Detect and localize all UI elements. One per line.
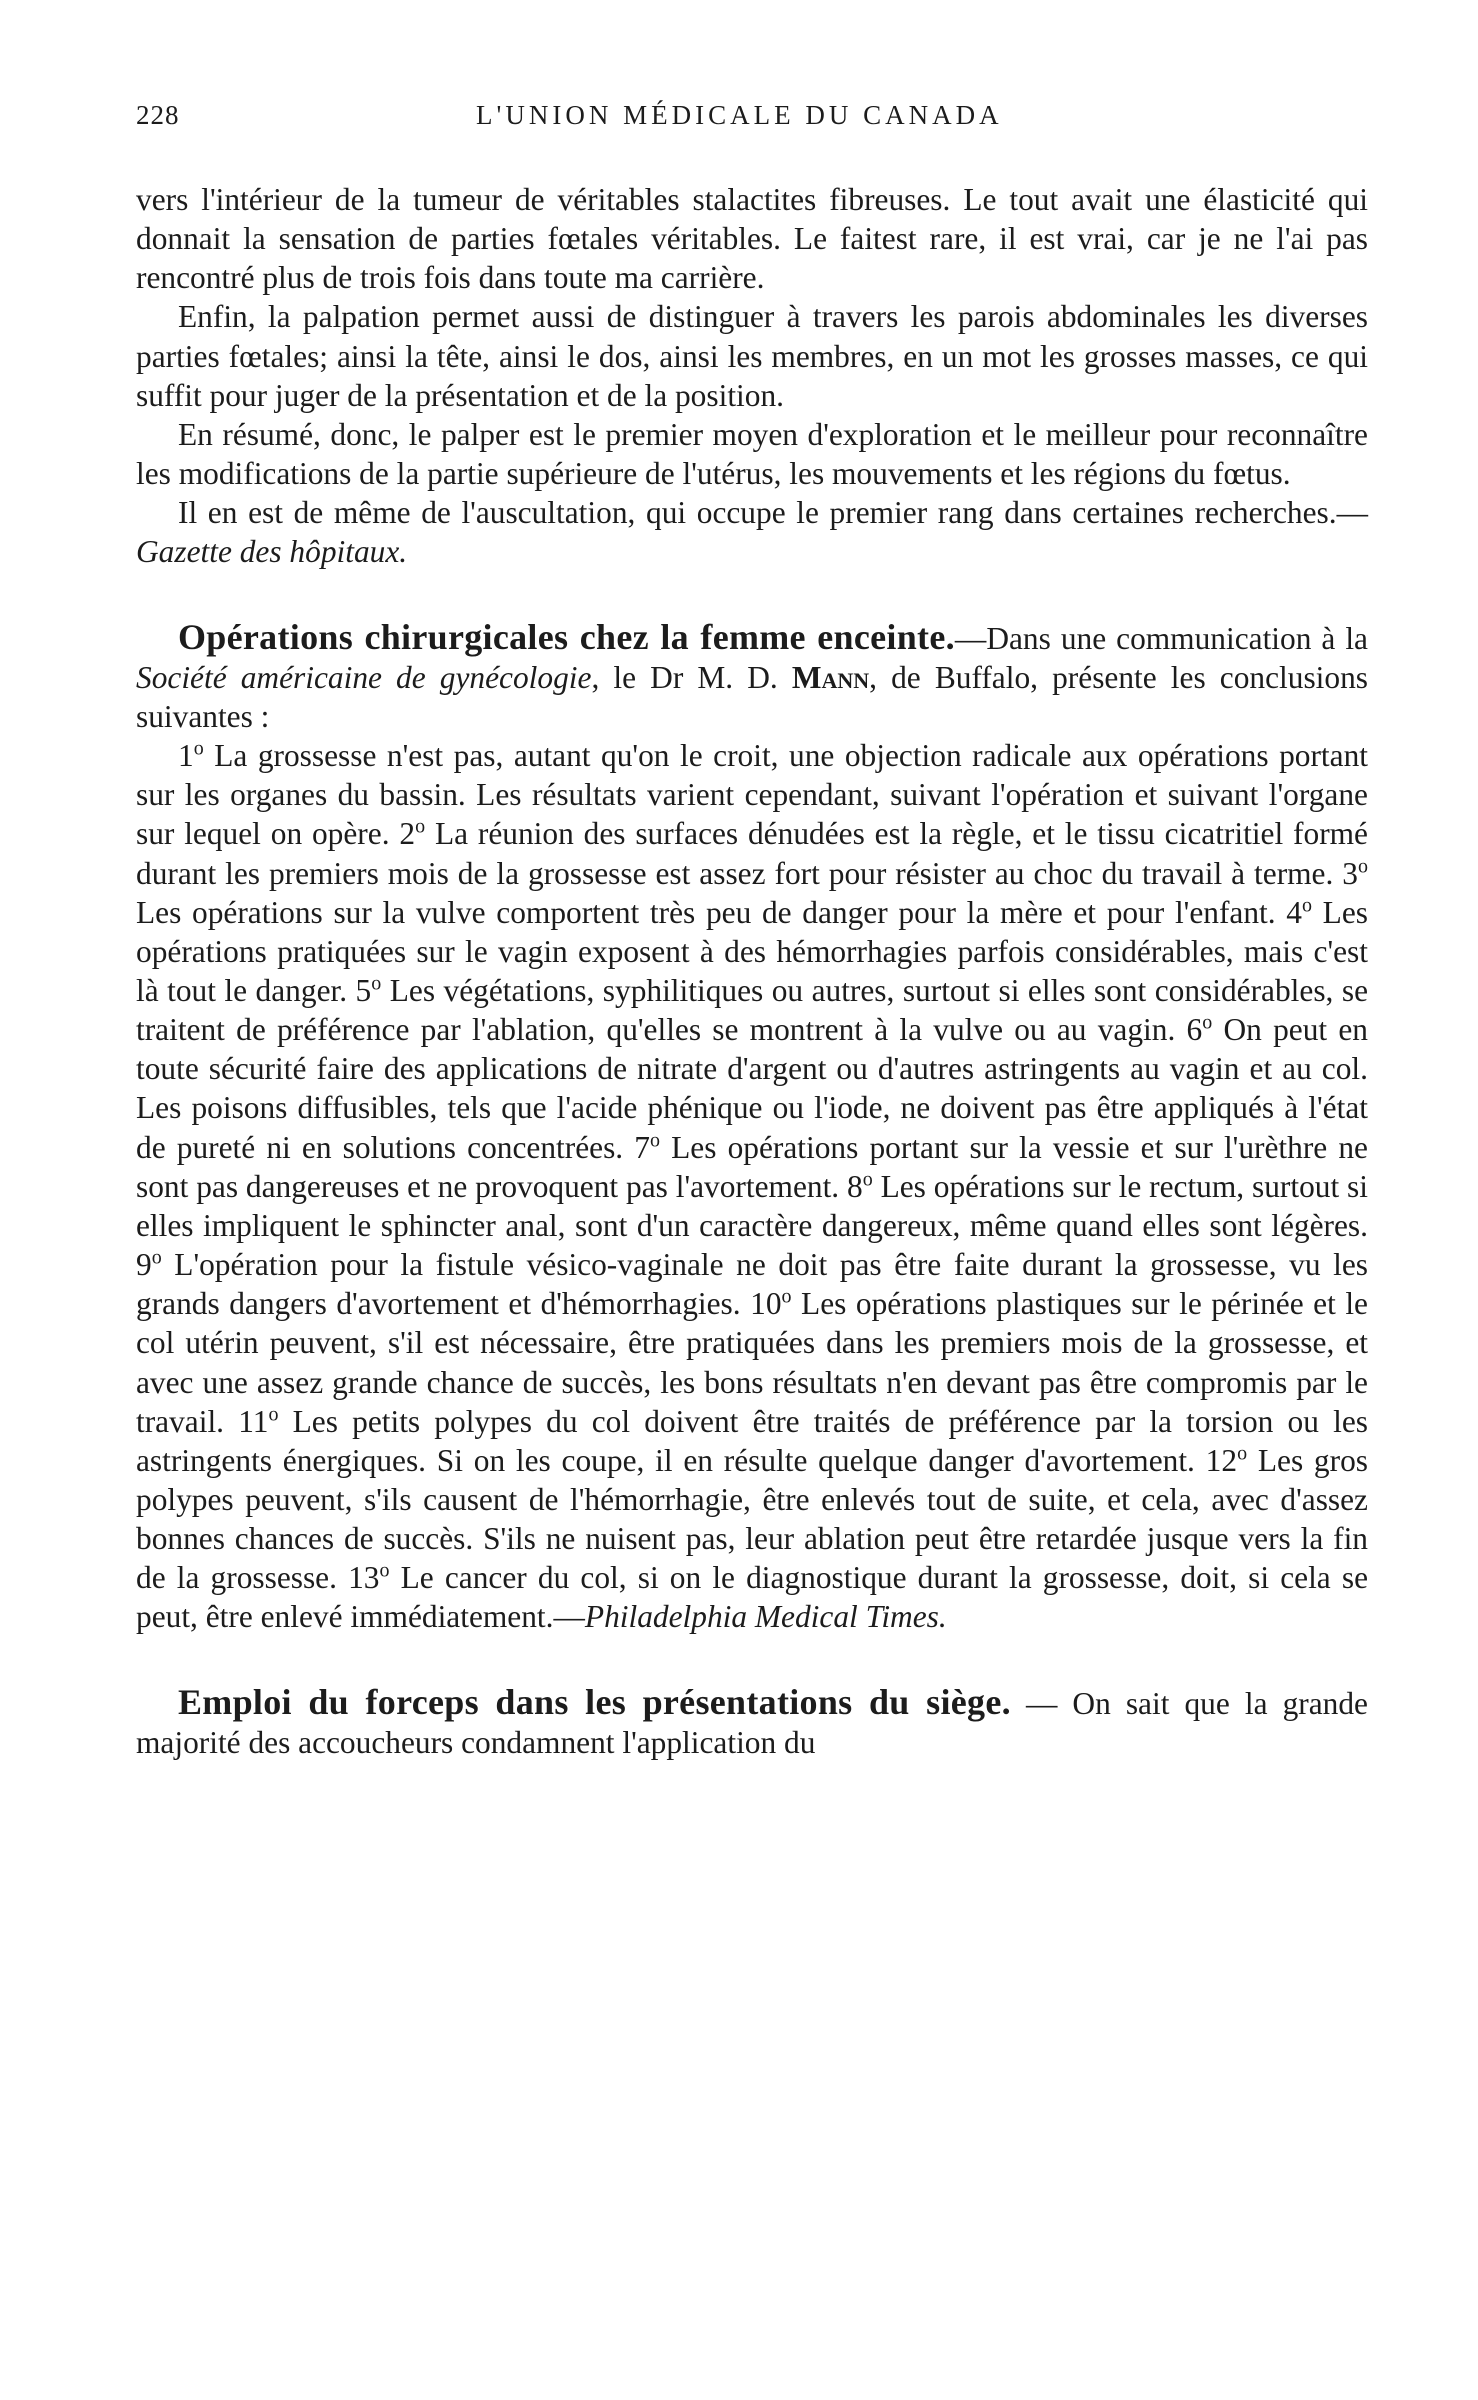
ordinal-marker: o bbox=[268, 1403, 279, 1426]
page-number: 228 bbox=[136, 100, 180, 130]
intro-text: , le Dr M. D. bbox=[591, 659, 792, 695]
paragraph-text: vers l'intérieur de la tumeur de véritables stalactites fibreuses. Le tout avait une élasticité qui donnait la sensation de parties fœtales véritables. Le faitest rare, il est vrai, car je ne l'ai pas rencontré plus de trois fois dans toute ma carrière. bbox=[136, 182, 1368, 296]
paragraph-conclusions: 1$^o$ La grossesse n'est pas, autant qu'on le croit, une objection radicale aux opérations portant sur les organes du bassin. Les résultats varient cependant, suivant l'opération et suivant l'organe sur lequel on opère. 2$^o$ La réunion des surfaces dénudées est la règle, et le tissu cicatritiel formé durant les premiers mois de la grossesse est assez fort pour résister au choc du travail à terme. 3$^o$ Les opérations sur la vulve comportent très peu de danger pour la mère et pour l'enfant. 4$^o$ Les opérations pratiquées sur le vagin exposent à des hémorrhagies parfois considérables, mais c'est là tout le danger. 5$^o$ Les végétations, syphilitiques ou autres, surtout si elles sont considérables, se traitent de préférence par l'ablation, qu'elles se montrent à la vulve ou au vagin. 6$^o$ On peut en toute sécurité faire des applications de nitrate d'argent ou d'autres astringents au vagin et au col. Les poisons diffusibles, tels que l'acide phénique ou l'iode, ne doivent pas être appliqués à l'état de pureté ni en solutions concentrées. 7$^o$ Les opérations portant sur la vessie et sur l'urèthre ne sont pas dangereuses et ne provoquent pas l'avortement. 8$^o$ Les opérations sur le rectum, surtout si elles impliquent le sphincter anal, sont d'un caractère dangereux, même quand elles sont légères. 9$^o$ L'opération pour la fistule vésico-vaginale ne doit pas être faite durant la grossesse, vu les grands dangers d'avortement et d'hémorrhagies. 10$^o$ Les opérations plastiques sur le périnée et le col utérin peuvent, s'il est nécessaire, être pratiquées dans les premiers mois de la grossesse, et avec une assez grande chance de succès, les bons résultats n'en devant pas être compromis par le travail. 11$^o$ Les petits polypes du col doivent être traités de préférence par la torsion ou les astringents énergiques. Si on les coupe, il en résulte quelque danger d'avortement. 12$^o$ Les gros polypes peuvent, s'ils causent de l'hémorrhagie, être enlevés tout de suite, et cela, avec d'assez bonnes chances de succès. S'ils ne nuisent pas, leur ablation peut être retardée jusque vers la fin de la grossesse. 13$^o$ Le cancer du col, si on le diagnostique durant la grossesse, doit, si cela se peut, être enlevé immédiatement.—Philadelphia Medical Times. bbox=[136, 737, 1369, 1635]
section-heading: Emploi du forceps dans les présentations du siège. bbox=[178, 1681, 1011, 1722]
ordinal-marker: o bbox=[371, 972, 382, 995]
page-header bbox=[136, 100, 1358, 140]
paragraph-auscultation bbox=[136, 493, 1368, 571]
source-citation: Philadelphia Medical Times. bbox=[584, 1599, 947, 1635]
intro-text: —Dans une communication à la bbox=[954, 620, 1368, 656]
intro-text: , de Buffalo, présente les conclusions suivantes : bbox=[136, 659, 1368, 734]
ordinal-marker: o bbox=[1202, 1011, 1213, 1034]
ordinal-marker: o bbox=[151, 1246, 162, 1269]
conclusion-text: Les opérations pratiquées sur le vagin exposent à des hémorrhagies parfois considérables, mais c'est là tout le danger. 5 bbox=[136, 894, 1368, 1008]
running-title: L'UNION MÉDICALE DU CANADA bbox=[476, 100, 1003, 130]
section-heading: Opérations chirurgicales chez la femme enceinte. bbox=[178, 616, 955, 657]
conclusion-text: Les opérations sur le rectum, surtout si elles impliquent le sphincter anal, sont d'un caractère dangereux, même quand elles sont légères. 9 bbox=[136, 1168, 1368, 1283]
society-name: Société américaine de gynécologie bbox=[136, 659, 592, 695]
author-name: Mann bbox=[791, 659, 870, 695]
article-body bbox=[136, 180, 1368, 1762]
ordinal-marker: o bbox=[193, 737, 204, 760]
conclusion-text: La grossesse n'est pas, autant qu'on le croit, une objection radicale aux opérations portant sur les organes du bassin. Les résultats varient cependant, suivant l'opération et suivant l'organe sur lequel on opère. 2 bbox=[136, 738, 1368, 852]
conclusion-text: Les opérations plastiques sur le périnée et le col utérin peuvent, s'il est nécessaire, être pratiquées dans les premiers mois de la grossesse, et avec une assez grande chance de succès, les bons résultats n'en devant pas être compromis par le travail. 11 bbox=[136, 1286, 1368, 1439]
ordinal-marker: o bbox=[1358, 855, 1368, 878]
conclusion-text: Le cancer du col, si on le diagnostique durant la grossesse, doit, si cela se peut, être enlevé immédiatement.— bbox=[136, 1560, 1369, 1635]
conclusion-text: L'opération pour la fistule vésico-vaginale ne doit pas être faite durant la grossesse, vu les grands dangers d'avortement et d'hémorrhagies. 10 bbox=[136, 1247, 1368, 1322]
section-surgical-operations bbox=[136, 618, 1368, 736]
ordinal-marker: o bbox=[862, 1168, 873, 1191]
conclusion-text: Les végétations, syphilitiques ou autres, surtout si elles sont considérables, se traitent de préférence par l'ablation, qu'elles se montrent à la vulve ou au vagin. 6 bbox=[136, 972, 1369, 1048]
source-citation: Gazette des hôpitaux. bbox=[136, 534, 408, 570]
ordinal-marker: o bbox=[379, 1559, 390, 1582]
paragraph-summary bbox=[136, 415, 1368, 493]
paragraph-palpation bbox=[136, 297, 1368, 414]
conclusion-text: La réunion des surfaces dénudées est la règle, et le tissu cicatritiel formé durant les premiers mois de la grossesse est assez fort pour résister au choc du travail à terme. 3 bbox=[136, 816, 1368, 891]
ordinal-marker: o bbox=[1301, 894, 1312, 917]
ordinal-marker: o bbox=[1237, 1442, 1248, 1465]
intro-text: — On sait que la grande majorité des accoucheurs condamnent l'application du bbox=[136, 1685, 1368, 1760]
paragraph-text: Il en est de même de l'auscultation, qui occupe le premier rang dans certaines recherches.— bbox=[178, 495, 1368, 531]
ordinal-marker: o bbox=[649, 1129, 660, 1152]
section-forceps bbox=[136, 1683, 1368, 1762]
conclusion-text: Les petits polypes du col doivent être traités de préférence par la torsion ou les astringents énergiques. Si on les coupe, il en résulte quelque danger d'avortement. 12 bbox=[136, 1403, 1368, 1478]
ordinal-marker: o bbox=[781, 1285, 792, 1308]
paragraph-text: En résumé, donc, le palper est le premier moyen d'exploration et le meilleur pour reconnaître les modifications de la partie supérieure de l'utérus, les mouvements et les régions du fœtus. bbox=[136, 416, 1368, 492]
ordinal-marker: o bbox=[415, 815, 426, 838]
conclusion-text: Les opérations portant sur la vessie et sur l'urèthre ne sont pas dangereuses et ne provoquent pas l'avortement. 8 bbox=[136, 1129, 1368, 1204]
conclusion-text: Les gros polypes peuvent, s'ils causent de l'hémorrhagie, être enlevés tout de suite, et cela, avec d'assez bonnes chances de succès. S'ils ne nuisent pas, leur ablation peut être retardée jusque vers la fin de la grossesse. 13 bbox=[136, 1442, 1368, 1596]
conclusion-text: Les opérations sur la vulve comportent très peu de danger pour la mère et pour l'enfant. 4 bbox=[136, 894, 1302, 930]
paragraph-text: Enfin, la palpation permet aussi de distinguer à travers les parois abdominales les diverses parties fœtales; ainsi la tête, ainsi le dos, ainsi les membres, en un mot les grosses masses, ce qui suffit pour juger de la présentation et de la position. bbox=[136, 299, 1368, 413]
paragraph-tumor bbox=[136, 180, 1368, 297]
conclusion-text: On peut en toute sécurité faire des applications de nitrate d'argent ou d'autres astringents au vagin et au col. Les poisons diffusibles, tels que l'acide phénique ou l'iode, ne doivent pas être appliqués à l'état de pureté ni en solutions concentrées. 7 bbox=[136, 1012, 1368, 1165]
